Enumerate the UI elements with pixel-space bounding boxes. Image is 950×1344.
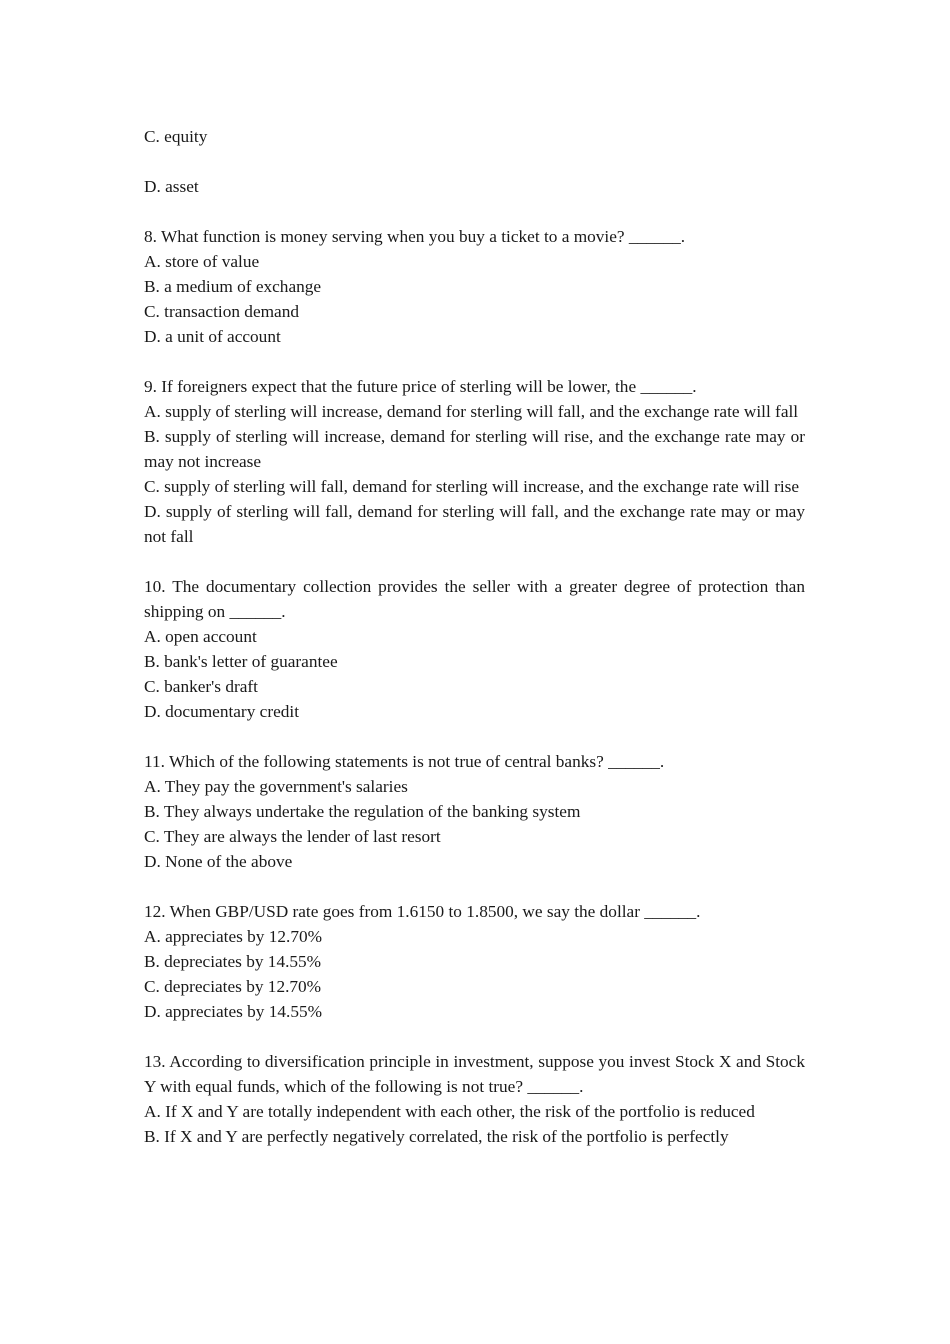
question-stem: 10. The documentary collection provides the seller with a greater degree of protection than shipping on ______. — [144, 577, 805, 621]
option-d: D. documentary credit — [144, 702, 299, 721]
question-10 — [144, 574, 805, 724]
spacer — [144, 724, 805, 749]
option-c: C. supply of sterling will fall, demand for sterling will increase, and the exchange rate will rise — [144, 477, 800, 496]
option-c-equity: C. equity — [144, 127, 208, 146]
spacer — [144, 199, 805, 224]
option-d: D. None of the above — [144, 852, 293, 871]
spacer — [144, 149, 805, 174]
question-11 — [144, 749, 805, 874]
option-d: D. supply of sterling will fall, demand for sterling will fall, and the exchange rate may or may not fall — [144, 502, 805, 546]
option-c: C. depreciates by 12.70% — [144, 977, 322, 996]
question-stem: 12. When GBP/USD rate goes from 1.6150 to 1.8500, we say the dollar ______. — [144, 902, 701, 921]
option-d-asset: D. asset — [144, 177, 199, 196]
question-12 — [144, 899, 805, 1024]
spacer — [144, 874, 805, 899]
question-stem: 11. Which of the following statements is not true of central banks? ______. — [144, 752, 665, 771]
spacer — [144, 549, 805, 574]
document-page — [144, 124, 805, 1149]
option-b: B. a medium of exchange — [144, 277, 322, 296]
option-c: C. They are always the lender of last resort — [144, 827, 441, 846]
question-13 — [144, 1049, 805, 1149]
option-a: A. store of value — [144, 252, 260, 271]
spacer — [144, 349, 805, 374]
question-9 — [144, 374, 805, 549]
option-b: B. They always undertake the regulation of the banking system — [144, 802, 581, 821]
option-d: D. a unit of account — [144, 327, 281, 346]
option-c: C. transaction demand — [144, 302, 300, 321]
option-b: B. If X and Y are perfectly negatively correlated, the risk of the portfolio is perfectly — [144, 1127, 729, 1146]
option-a: A. If X and Y are totally independent with each other, the risk of the portfolio is reduced — [144, 1102, 755, 1121]
option-b: B. bank's letter of guarantee — [144, 652, 338, 671]
option-a: A. supply of sterling will increase, demand for sterling will fall, and the exchange rate will fall — [144, 402, 799, 421]
question-stem: 13. According to diversification principle in investment, suppose you invest Stock X and Stock Y with equal funds, which of the following is not true? ______. — [144, 1052, 805, 1096]
option-a: A. They pay the government's salaries — [144, 777, 408, 796]
option-c: C. banker's draft — [144, 677, 258, 696]
question-8 — [144, 224, 805, 349]
question-stem: 9. If foreigners expect that the future price of sterling will be lower, the ______. — [144, 377, 697, 396]
question-stem: 8. What function is money serving when you buy a ticket to a movie? ______. — [144, 227, 686, 246]
option-d: D. appreciates by 14.55% — [144, 1002, 323, 1021]
option-b: B. depreciates by 14.55% — [144, 952, 322, 971]
option-b: B. supply of sterling will increase, demand for sterling will rise, and the exchange rate may or may not increase — [144, 427, 805, 471]
spacer — [144, 1024, 805, 1049]
option-a: A. open account — [144, 627, 257, 646]
option-a: A. appreciates by 12.70% — [144, 927, 323, 946]
